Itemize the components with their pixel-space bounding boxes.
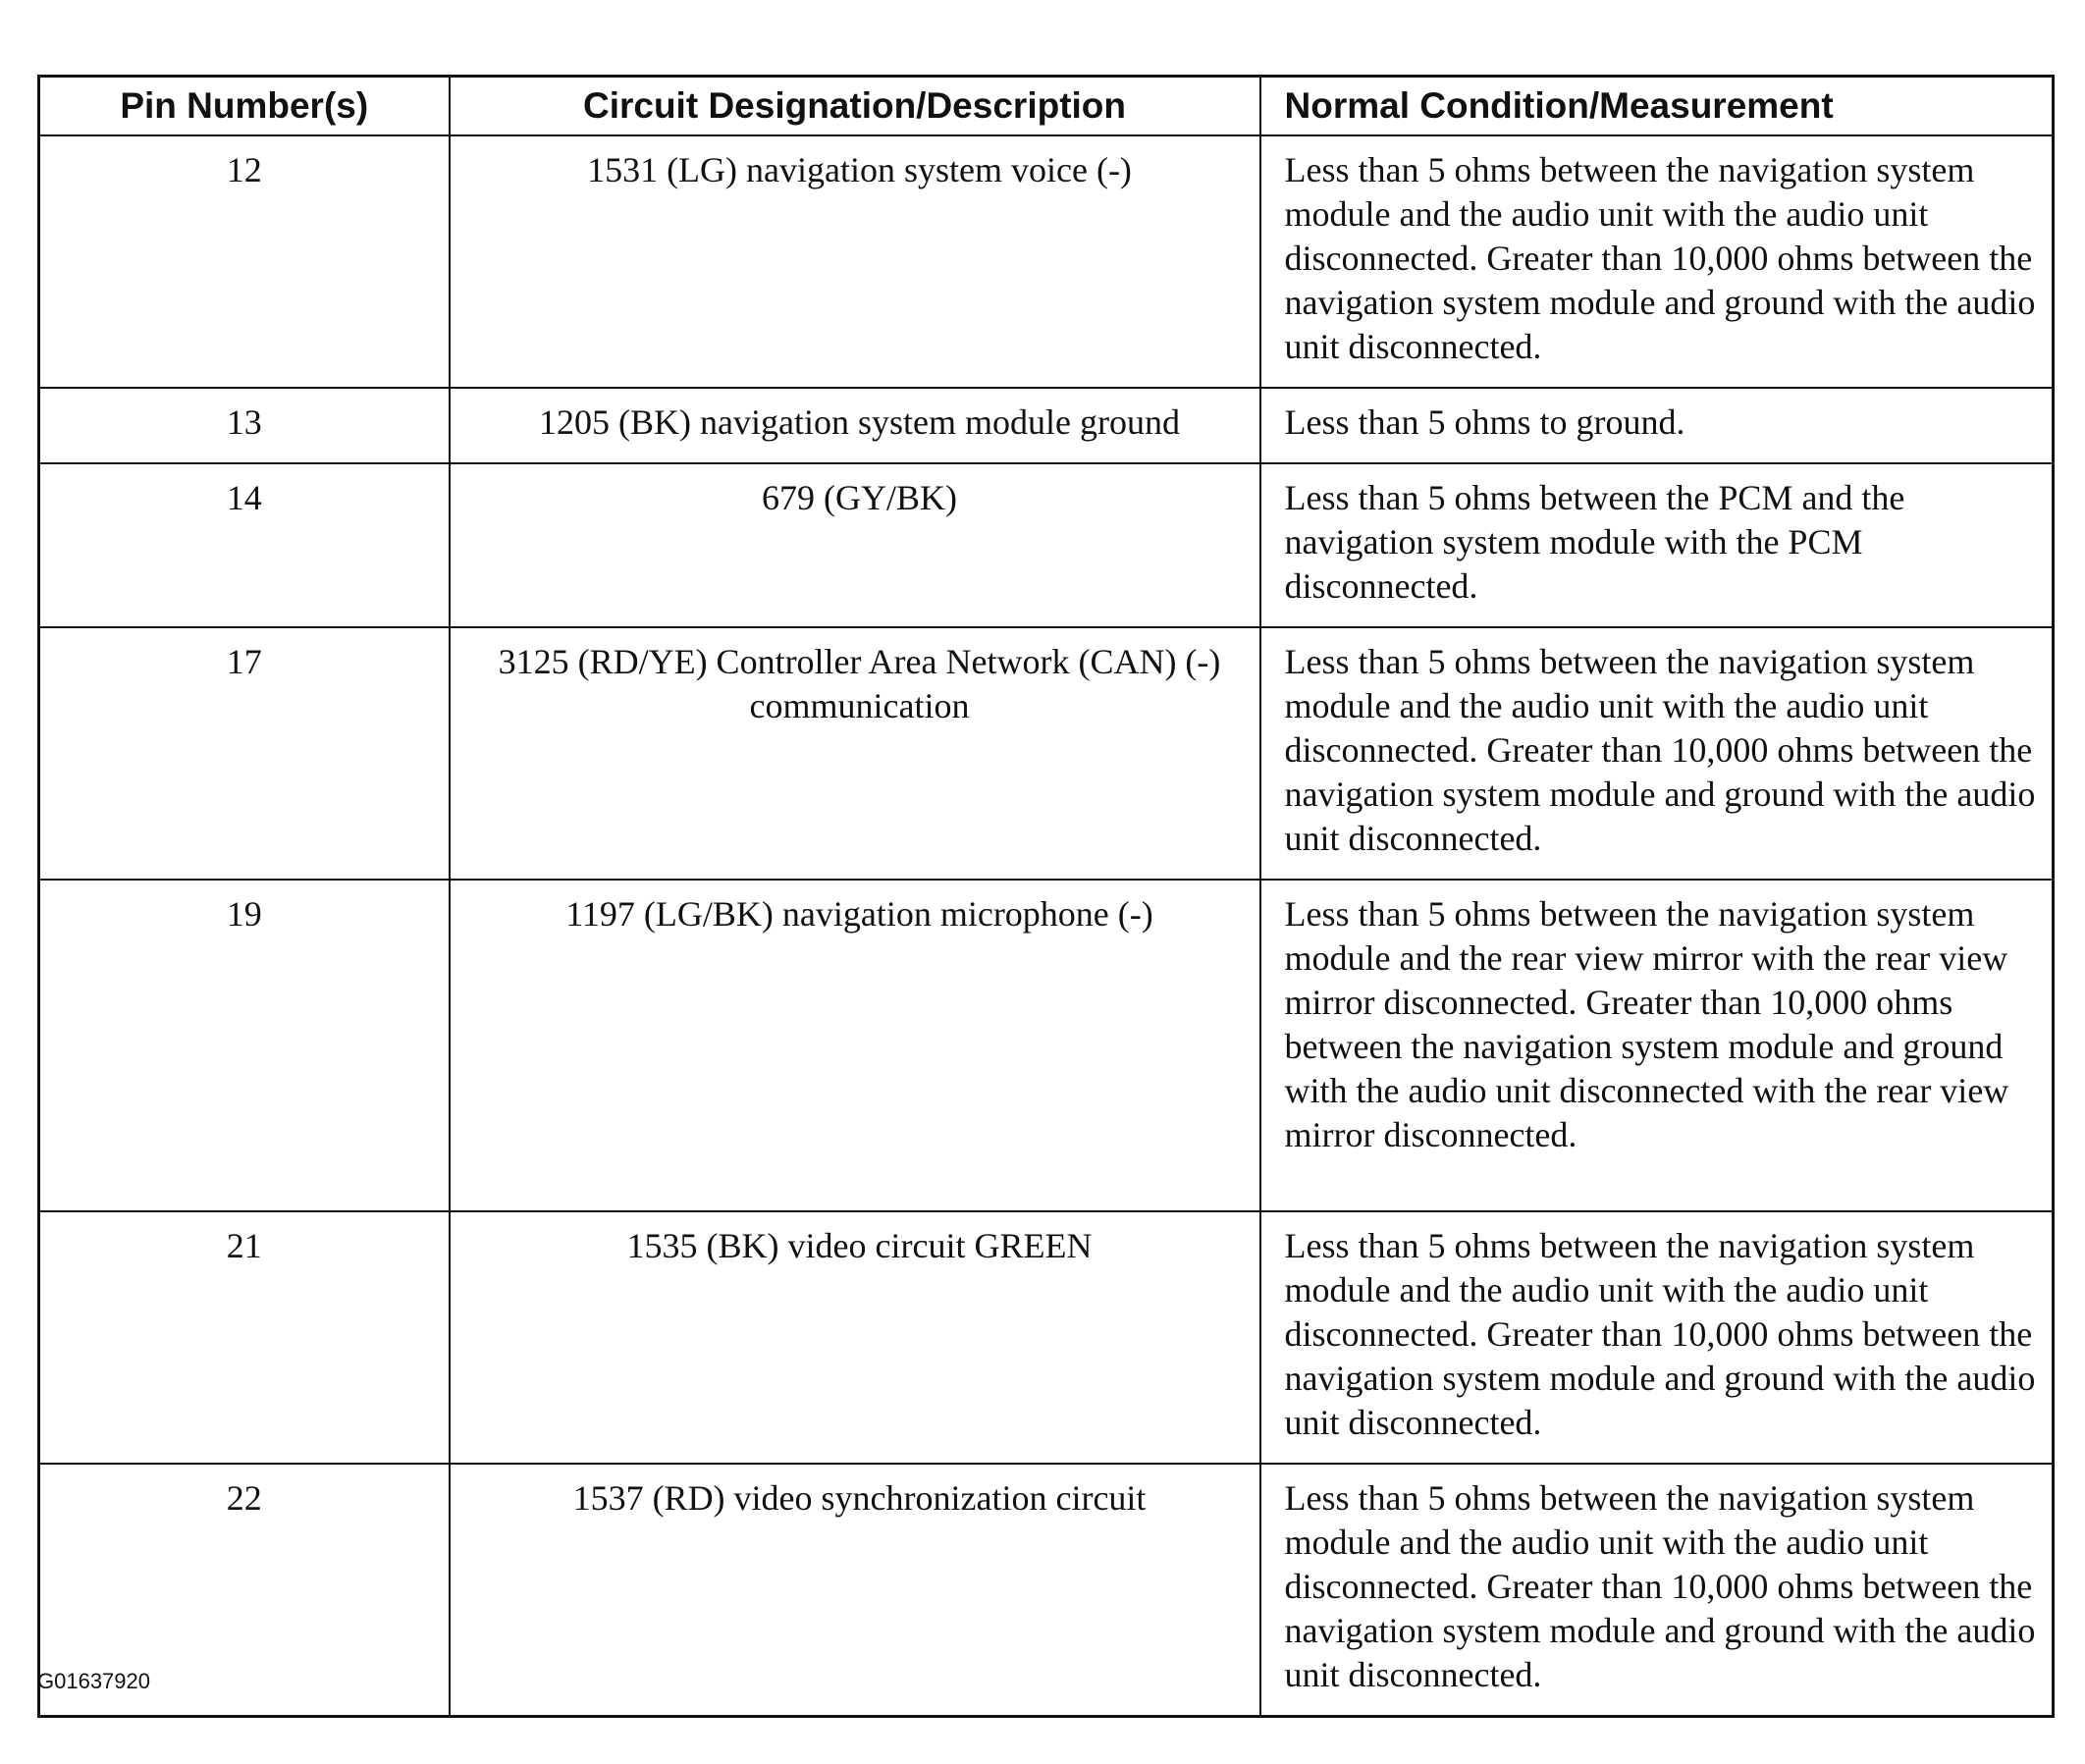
circuit-cell: 3125 (RD/YE) Controller Area Network (CAN) (-) communication [450,627,1260,880]
condition-cell: Less than 5 ohms between the navigation system module and the rear view mirror with the rear view mirror disconnected. Greater than 10,000 ohms between the navigation system module and ground with the audio unit disconnected with the rear view mirror disconnected. [1260,880,2054,1211]
table-header [39,77,2054,136]
table-row [39,880,2054,1211]
circuit-cell: 1531 (LG) navigation system voice (-) [450,135,1260,388]
figure-id-label: G01637920 [37,1669,150,1693]
condition-cell: Less than 5 ohms to ground. [1260,388,2054,463]
pin-measurement-table [37,75,2055,1718]
condition-cell: Less than 5 ohms between the navigation system module and the audio unit with the audio unit disconnected. Greater than 10,000 ohms between the navigation system module and ground with the audio unit disconnected. [1260,627,2054,880]
condition-cell: Less than 5 ohms between the navigation system module and the audio unit with the audio unit disconnected. Greater than 10,000 ohms between the navigation system module and ground with the audio unit disconnected. [1260,1464,2054,1717]
condition-cell: Less than 5 ohms between the PCM and the navigation system module with the PCM disconnected. [1260,463,2054,627]
pin-cell: 17 [39,627,450,880]
header-pin-numbers: Pin Number(s) [39,77,450,136]
table-row [39,463,2054,627]
table-row [39,135,2054,388]
pin-cell: 21 [39,1211,450,1464]
pin-cell: 22 [39,1464,450,1717]
circuit-cell: 679 (GY/BK) [450,463,1260,627]
table-row [39,627,2054,880]
table-row [39,1211,2054,1464]
circuit-cell: 1537 (RD) video synchronization circuit [450,1464,1260,1717]
table-body [39,135,2054,1717]
header-row [39,77,2054,136]
header-circuit-description: Circuit Designation/Description [450,77,1260,136]
condition-cell: Less than 5 ohms between the navigation system module and the audio unit with the audio unit disconnected. Greater than 10,000 ohms between the navigation system module and ground with the audio unit disconnected. [1260,1211,2054,1464]
pin-measurement-table-container [37,75,2052,1718]
circuit-cell: 1205 (BK) navigation system module ground [450,388,1260,463]
pin-cell: 14 [39,463,450,627]
condition-cell: Less than 5 ohms between the navigation system module and the audio unit with the audio unit disconnected. Greater than 10,000 ohms between the navigation system module and ground with the audio unit disconnected. [1260,135,2054,388]
circuit-cell: 1535 (BK) video circuit GREEN [450,1211,1260,1464]
pin-cell: 12 [39,135,450,388]
circuit-cell: 1197 (LG/BK) navigation microphone (-) [450,880,1260,1211]
pin-cell: 13 [39,388,450,463]
pin-cell: 19 [39,880,450,1211]
table-row [39,388,2054,463]
header-normal-condition: Normal Condition/Measurement [1260,77,2054,136]
table-row [39,1464,2054,1717]
